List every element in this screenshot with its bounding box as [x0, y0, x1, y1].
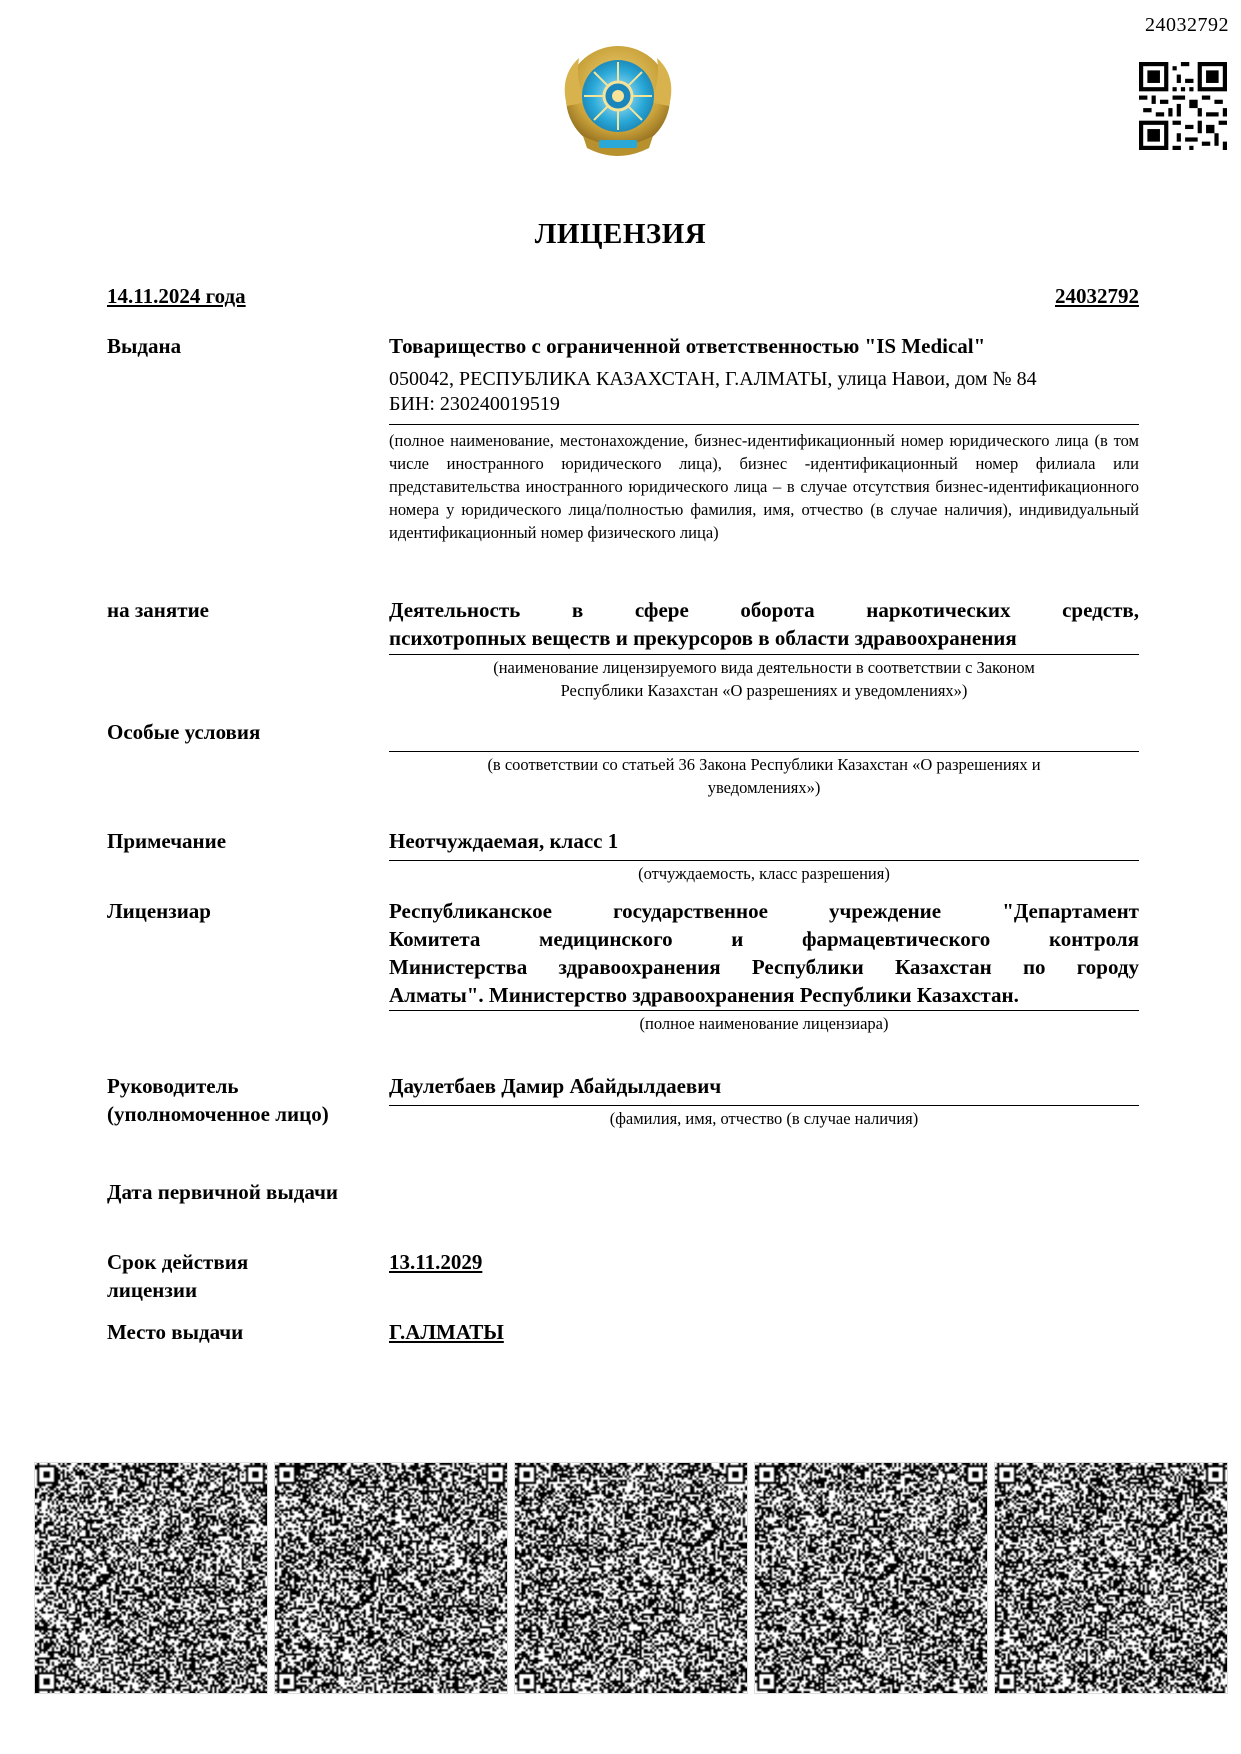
signature-qr-strip — [34, 1462, 1228, 1694]
licensee-bin: БИН: 230240019519 — [389, 393, 560, 415]
divider — [389, 1105, 1139, 1106]
signature-qr-code-4 — [754, 1462, 988, 1694]
head-note: (фамилия, имя, отчество (в случае наличия) — [609, 1109, 919, 1128]
signature-qr-code-3 — [514, 1462, 748, 1694]
activity-note-line-1: (наименование лицензируемого вида деятельности в соответствии с Законом — [493, 658, 1035, 677]
head-name: Даулетбаев Дамир Абайдылдаевич — [389, 1074, 722, 1098]
licensor-line-2: Комитета медицинского и фармацевтического контроля — [389, 927, 1139, 951]
remark-note: (отчуждаемость, класс разрешения) — [638, 864, 890, 883]
special-conditions-note-line-1: (в соответствии со статьей 36 Закона Республики Казахстан «О разрешениях и — [487, 755, 1041, 774]
qr-code-icon — [1139, 62, 1227, 150]
issued-to-block — [389, 332, 1139, 417]
first-issue-label: Дата первичной выдачи — [107, 1180, 339, 1204]
divider — [389, 424, 1139, 425]
validity-label — [107, 1248, 387, 1304]
activity-label: на занятие — [107, 598, 209, 622]
head-label — [107, 1072, 387, 1128]
activity-value — [389, 596, 1139, 652]
divider — [389, 860, 1139, 861]
doc-number-top: 24032792 — [1145, 14, 1229, 36]
validity-label-line-1: Срок действия — [107, 1250, 249, 1274]
activity-note — [389, 656, 1139, 702]
special-conditions-note — [389, 753, 1139, 799]
remark-label: Примечание — [107, 829, 227, 853]
licensor-line-1: Республиканское государственное учреждение "Департамент — [389, 899, 1139, 923]
issued-to-note: (полное наименование, местонахождение, бизнес-идентификационный номер юридического лица (в том числе иностранного юридического лица), бизнес -идентификационный номер филиала или представительства иностранного юридического лица – в случае отсутствия бизнес-идентификационного номера у юридического лица/полностью фамилия, имя, отчество (в случае наличия), индивидуальный идентификационный номер физического лица) — [389, 431, 1139, 542]
special-conditions-note-line-2: уведомлениях») — [707, 778, 821, 797]
activity-note-line-2: Республики Казахстан «О разрешениях и уведомлениях») — [560, 681, 968, 700]
remark-value: Неотчуждаемая, класс 1 — [389, 829, 619, 853]
document-title: ЛИЦЕНЗИЯ — [534, 218, 707, 250]
special-conditions-label: Особые условия — [107, 720, 261, 744]
licensor-line-3: Министерства здравоохранения Республики Казахстан по городу — [389, 955, 1139, 979]
state-emblem-icon — [553, 36, 683, 166]
divider — [389, 654, 1139, 655]
signature-qr-code-1 — [34, 1462, 268, 1694]
head-label-line-2: (уполномоченное лицо) — [107, 1102, 329, 1126]
licensor-line-4: Алматы". Министерство здравоохранения Республики Казахстан. — [389, 983, 1019, 1007]
validity-label-line-2: лицензии — [107, 1278, 198, 1302]
licensor-label: Лицензиар — [107, 899, 211, 923]
license-number: 24032792 — [1055, 284, 1139, 308]
activity-line-2: психотропных веществ и прекурсоров в области здравоохранения — [389, 626, 1017, 650]
divider — [389, 1010, 1139, 1011]
place-label: Место выдачи — [107, 1320, 244, 1344]
licensee-address: 050042, РЕСПУБЛИКА КАЗАХСТАН, Г.АЛМАТЫ, улица Навои, дом № 84 — [389, 368, 1037, 390]
divider — [389, 751, 1139, 752]
licensor-note: (полное наименование лицензиара) — [639, 1014, 889, 1033]
validity-date: 13.11.2029 — [389, 1250, 483, 1274]
activity-line-1: Деятельность в сфере оборота наркотических средств, — [389, 598, 1139, 622]
issued-to-label: Выдана — [107, 334, 182, 358]
licensor-value — [389, 897, 1139, 1009]
head-label-line-1: Руководитель — [107, 1074, 239, 1098]
issue-date: 14.11.2024 года — [107, 284, 246, 308]
signature-qr-code-5 — [994, 1462, 1228, 1694]
licensee-name: Товарищество с ограниченной ответственностью "IS Medical" — [389, 334, 986, 358]
place-value: Г.АЛМАТЫ — [389, 1320, 504, 1344]
signature-qr-code-2 — [274, 1462, 508, 1694]
